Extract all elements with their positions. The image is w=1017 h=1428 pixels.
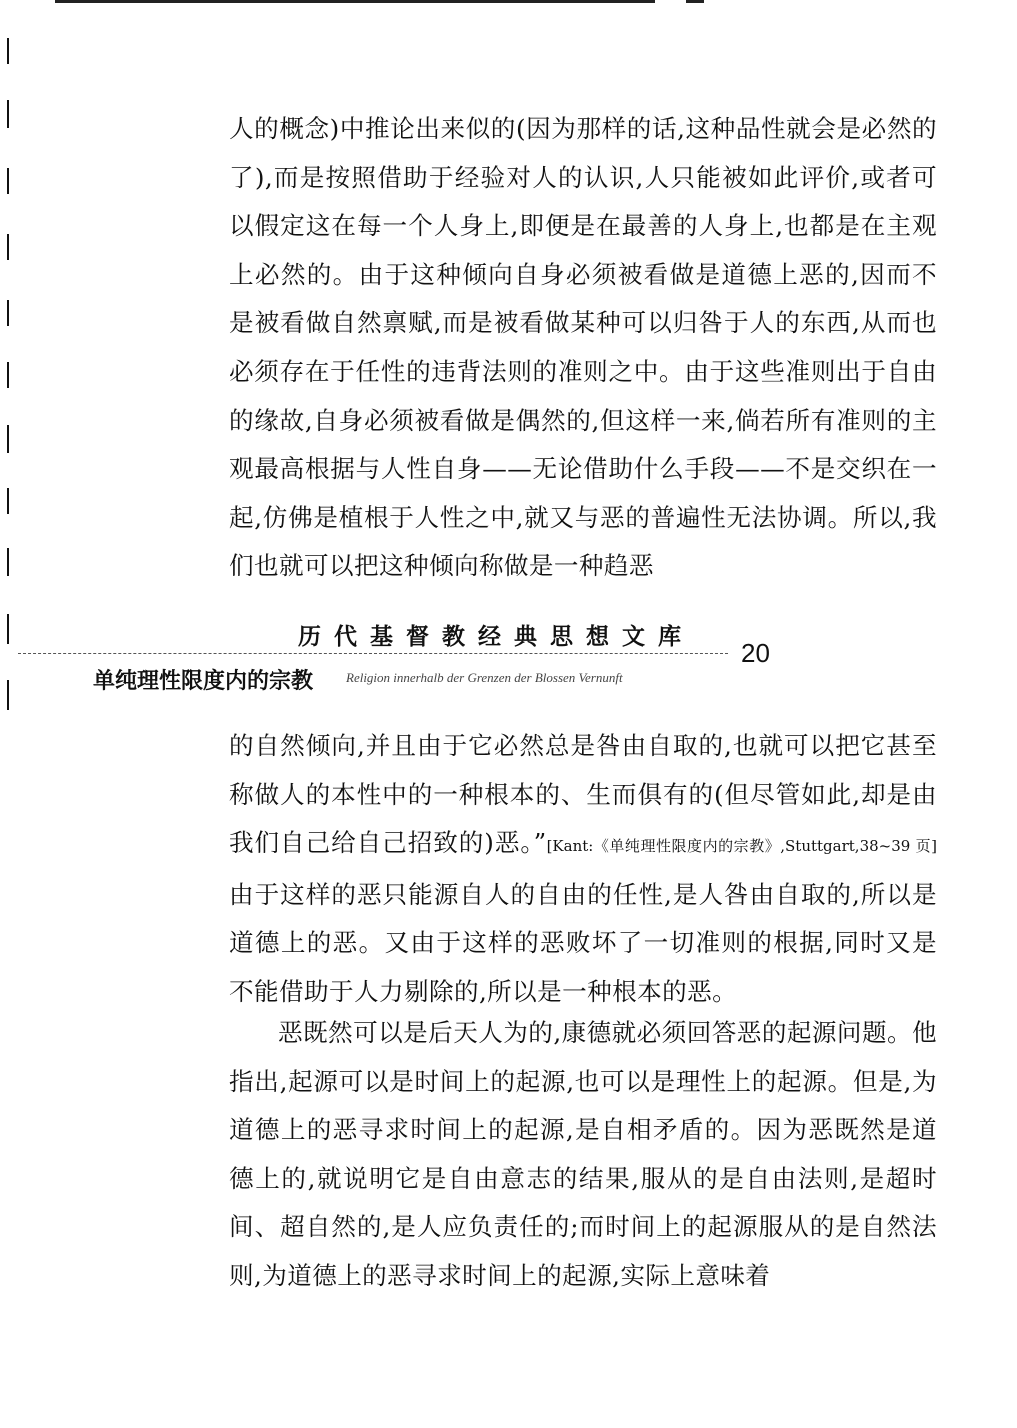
paragraph-2 — [229, 722, 937, 1017]
scan-margin-marks — [0, 0, 20, 1428]
series-title: 历代基督教经典思想文库 — [298, 624, 694, 650]
book-subtitle: Religion innerhalb der Grenzen der Blossen Vernunft — [346, 670, 623, 685]
paragraph-2-text-after: 由于这样的恶只能源自人的自由的任性,是人咎由自取的,所以是道德上的恶。又由于这样的恶败坏了一切准则的根据,同时又是不能借助于人力剔除的,所以是一种根本的恶。 — [229, 879, 937, 1006]
top-rule — [55, 0, 655, 3]
citation: [Kant:《单纯理性限度内的宗教》,Stuttgart,38~39 页] — [546, 837, 937, 856]
paragraph-2-text-before: 的自然倾向,并且由于它必然总是咎由自取的,也就可以把它甚至称做人的本性中的一种根本的、生而俱有的(但尽管如此,却是由我们自己给自己招致的)恶。” — [229, 731, 937, 858]
paragraph-3: 恶既然可以是后天人为的,康德就必须回答恶的起源问题。他指出,起源可以是时间上的起源,也可以是理性上的起源。但是,为道德上的恶寻求时间上的起源,是自相矛盾的。因为恶既然是道德上的,就说明它是自由意志的结果,服从的是自由法则,是超时间、超自然的,是人应负责任的;而时间上的起源服从的是自然法则,为道德上的恶寻求时间上的起源,实际上意味着 — [229, 1018, 937, 1290]
header-dashed-rule — [18, 653, 728, 654]
book-title: 单纯理性限度内的宗教 — [93, 669, 314, 694]
top-tick-mark — [686, 0, 704, 3]
page-number: 20 — [741, 638, 770, 668]
paragraph-1: 人的概念)中推论出来似的(因为那样的话,这种品性就会是必然的了),而是按照借助于经验对人的认识,人只能被如此评价,或者可以假定这在每一个人身上,即便是在最善的人身上,也都是在主观上必然的。由于这种倾向自身必须被看做是道德上恶的,因而不是被看做自然禀赋,而是被看做某种可以归咎于人的东西,从而也必须存在于任性的违背法则的准则之中。由于这些准则出于自由的缘故,自身必须被看做是偶然的,但这样一来,倘若所有准则的主观最高根据与人性自身——无论借助什么手段——不是交织在一起,仿佛是植根于人性之中,就又与恶的普遍性无法协调。所以,我们也就可以把这种倾向称做是一种趋恶 — [229, 114, 937, 581]
